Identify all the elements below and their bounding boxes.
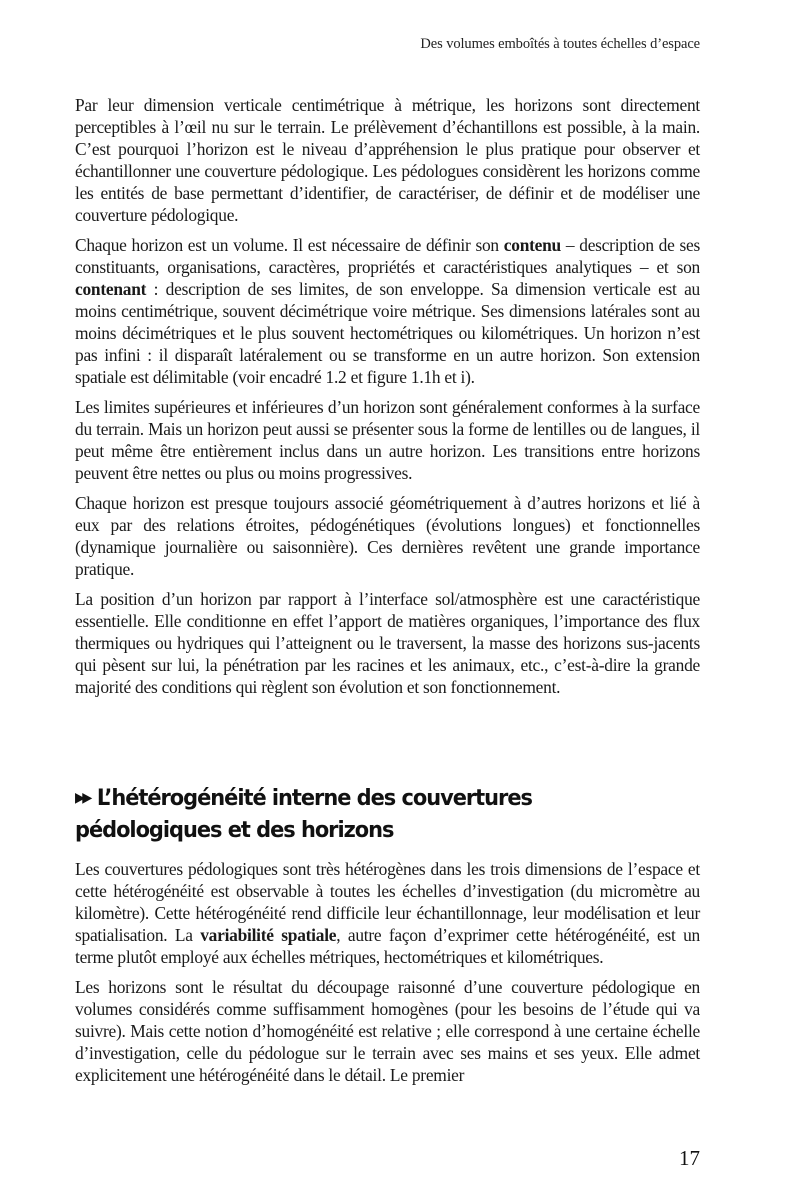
- bold-term: contenu: [503, 235, 561, 255]
- paragraph: [75, 396, 700, 484]
- paragraph-text: La position d’un horizon par rapport à l’interface sol/atmosphère est une caractéristique essentielle. Elle conditionne en effet l’apport de matières organiques, l’importance des flux thermiques ou hydriques qui l’atteignent ou le traversent, la masse des horizons sus-jacents qui pèsent sur lui, la pénétration par les racines et les animaux, etc., c’est-à-dire la grande majorité des conditions qui règlent son évolution et son fonctionnement.: [75, 589, 700, 697]
- section-heading-text: L’hétérogénéité interne des couvertures pédologiques et des horizons: [75, 785, 532, 843]
- paragraph-text: Chaque horizon est presque toujours associé géométriquement à d’autres horizons et lié à eux par des relations étroites, pédogénétiques (évolutions longues) et fonctionnelles (dynamique journalière ou saisonnière). Ces dernières revêtent une grande importance pratique.: [75, 493, 700, 579]
- paragraph-text: Les couvertures pédologiques sont très hétérogènes dans les trois dimensions de l’espace et cette hétérogénéité est observable à toutes les échelles d’investigation (du micromètre au kilomètre). Cette hétérogénéité rend difficile leur échantillonnage, leur modélisation et leur spatialisation. La: [75, 859, 700, 945]
- paragraph-text: – description de ses constituants, organisations, caractères, propriétés et caractéristiques analytiques – et son: [75, 235, 701, 277]
- paragraph: [75, 588, 700, 698]
- paragraph: [75, 492, 700, 580]
- section-heading: [75, 782, 670, 846]
- page-number: 17: [679, 1146, 700, 1170]
- double-arrow-icon: ▶▶: [75, 790, 90, 806]
- bold-term: contenant: [75, 279, 147, 299]
- paragraph: [75, 858, 700, 968]
- section-heterogeneity: [75, 858, 700, 1094]
- paragraph-text: Par leur dimension verticale centimétrique à métrique, les horizons sont directement perceptibles à l’œil nu sur le terrain. Le prélèvement d’échantillons est possible, à la main. C’est pourquoi l’horizon est le niveau d’appréhension le plus pratique pour observer et échantillonner une couverture pédologique. Les pédologues considèrent les horizons comme les entités de base permettant d’identifier, de caractériser, de définir et de modéliser une couverture pédologique.: [75, 95, 700, 225]
- section-horizon-description: [75, 94, 700, 706]
- paragraph: [75, 94, 700, 226]
- paragraph-text: Les limites supérieures et inférieures d’un horizon sont généralement conformes à la surface du terrain. Mais un horizon peut aussi se présenter sous la forme de lentilles ou de langues, il peut même être entièrement inclus dans un autre horizon. Les transitions entre horizons peuvent être nettes ou plus ou moins progressives.: [75, 397, 700, 483]
- paragraph-text: Les horizons sont le résultat du découpage raisonné d’une couverture pédologique en volumes considérés comme suffisamment homogènes (pour les besoins de l’étude qui va suivre). Mais cette notion d’homogénéité est relative ; elle correspond à une certaine échelle d’investigation, celle du pédologue sur le terrain avec ses mains et ses yeux. Elle admet explicitement une hétérogénéité dans le détail. Le premier: [75, 977, 700, 1085]
- paragraph: [75, 234, 700, 388]
- paragraph-text: , autre façon d’exprimer cette hétérogénéité, est un terme plutôt employé aux échelles métriques, hectométriques et kilométriques.: [75, 925, 700, 967]
- paragraph-text: Chaque horizon est un volume. Il est nécessaire de définir son: [75, 235, 504, 255]
- bold-term: variabilité spatiale: [200, 925, 337, 945]
- paragraph-text: : description de ses limites, de son enveloppe. Sa dimension verticale est au moins centimétrique, souvent décimétrique voire métrique. Ses dimensions latérales sont au moins décimétriques et le plus souvent hectométriques ou kilométriques. Un horizon n’est pas infini : il disparaît latéralement ou se transforme en un autre horizon. Son extension spatiale est délimitable (voir encadré 1.2 et figure 1.1h et i).: [75, 279, 700, 387]
- paragraph: [75, 976, 700, 1086]
- running-head: Des volumes emboîtés à toutes échelles d’espace: [420, 36, 700, 52]
